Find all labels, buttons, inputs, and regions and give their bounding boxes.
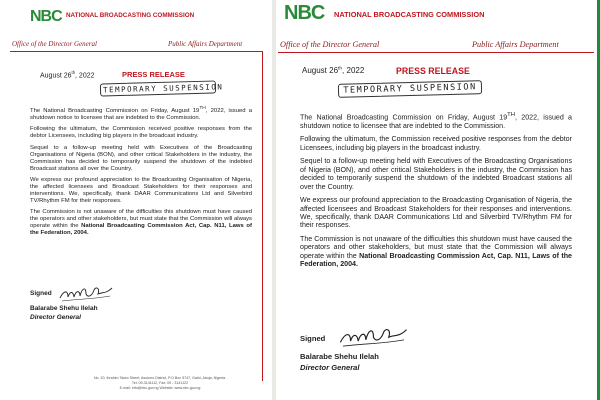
office-label: Office of the Director General bbox=[280, 40, 380, 49]
footer-contact bbox=[60, 376, 260, 391]
paragraph-3: Sequel to a follow-up meeting held with Executives of the Broadcasting Organisations of Nigeria (BON), and other critical Stakeholders in the industry, the Commission has decided to temporarily suspend the shutdown of the indebted Broadcast stations all over the Country. bbox=[30, 144, 252, 172]
signatory-title: Director General bbox=[30, 314, 81, 321]
signatory-title: Director General bbox=[300, 363, 360, 372]
org-name: NATIONAL BROADCASTING COMMISSION bbox=[66, 12, 195, 19]
footer-phone: Tel: 09-3141112, Fax: 09 - 3141122 bbox=[131, 380, 189, 385]
paragraph-3: Sequel to a follow-up meeting held with Executives of the Broadcasting Organisations of Nigeria (BON), and other critical Stakeholders in the industry, the Commission has decided to temporarily suspend the shutdown of the indebted Broadcast stations all over the Country. bbox=[300, 157, 572, 191]
paragraph-5: The Commission is not unaware of the difficulties this shutdown must have caused the operators and other stakeholders, but must state that the Commission will always operate within the National Broadcasting Commission Act, Cap. N11, Laws of the Federation, 2004. bbox=[30, 209, 252, 237]
signatory-name: Balarabe Shehu Ilelah bbox=[300, 352, 379, 361]
signed-label: Signed bbox=[30, 290, 52, 297]
header-rule bbox=[10, 51, 262, 52]
press-release-body bbox=[30, 106, 252, 242]
release-date: August 26th, 2022 bbox=[40, 70, 95, 80]
handwritten-signature bbox=[336, 322, 416, 350]
release-date: August 26th, 2022 bbox=[302, 66, 365, 75]
nbc-logo: NBC bbox=[30, 8, 62, 25]
press-release-label: PRESS RELEASE bbox=[396, 66, 470, 76]
paragraph-4: We express our profound appreciation to the Broadcasting Organisation of Nigeria, the affected licensees and Broadcast Stakeholders for their responses and interventions. We, specifically, thank DAAR Communications Ltd and Silverbird TV/Rhythm FM for their responses. bbox=[300, 196, 572, 230]
document-page-right bbox=[276, 0, 600, 400]
side-rule bbox=[262, 51, 263, 381]
footer-email: E-mail: info@nbc.gov.ng Website: www.nbc.gov.ng bbox=[119, 385, 201, 390]
paragraph-2: Following the ultimatum, the Commission received positive responses from the debtor Licensees, including big players in the broadcast industry. bbox=[300, 135, 572, 152]
office-label: Office of the Director General bbox=[12, 40, 97, 48]
press-release-body bbox=[300, 112, 572, 274]
department-label: Public Affairs Department bbox=[472, 40, 559, 49]
paragraph-1: The National Broadcasting Commission on Friday, August 19TH, 2022, issued a shutdown notice to licensee that are indebted to the Commission. bbox=[30, 106, 252, 121]
suspension-title: TEMPORARY SUSPENSION bbox=[100, 80, 216, 96]
paragraph-5: The Commission is not unaware of the difficulties this shutdown must have caused the operators and other stakeholders, but must state that the Commission will always operate within the National Broadcasting Commission Act, Cap. N11, Laws of the Federation, 2004. bbox=[300, 234, 572, 268]
org-name: NATIONAL BROADCASTING COMMISSION bbox=[334, 10, 485, 19]
paragraph-1: The National Broadcasting Commission on Friday, August 19TH, 2022, issued a shutdown notice to licensee that are indebted to the Commission. bbox=[300, 112, 572, 130]
header-rule bbox=[278, 52, 594, 53]
department-label: Public Affairs Department bbox=[168, 40, 243, 48]
footer-address: No. 20, Ibrahim Taiwo Street, Asokoro District, P.O.Box 5747, Garki, Abuja, Nigeria. bbox=[93, 376, 227, 380]
press-release-label: PRESS RELEASE bbox=[122, 70, 185, 79]
suspension-title: TEMPORARY SUSPENSION bbox=[338, 80, 482, 98]
signed-label: Signed bbox=[300, 334, 326, 343]
handwritten-signature bbox=[58, 282, 118, 304]
paragraph-4: We express our profound appreciation to the Broadcasting Organisation of Nigeria, the affected licensees and Broadcast Stakeholders for their responses and interventions. We, specifically, thank DAAR Communications Ltd and Silverbird TV/Rhythm FM for their responses. bbox=[30, 176, 252, 204]
paragraph-2: Following the ultimatum, the Commission received positive responses from the debtor Licensees, including big players in the broadcast industry. bbox=[30, 126, 252, 140]
document-page-left bbox=[0, 0, 272, 400]
signatory-name: Balarabe Shehu Ilelah bbox=[30, 305, 98, 312]
nbc-logo: NBC bbox=[284, 2, 325, 24]
